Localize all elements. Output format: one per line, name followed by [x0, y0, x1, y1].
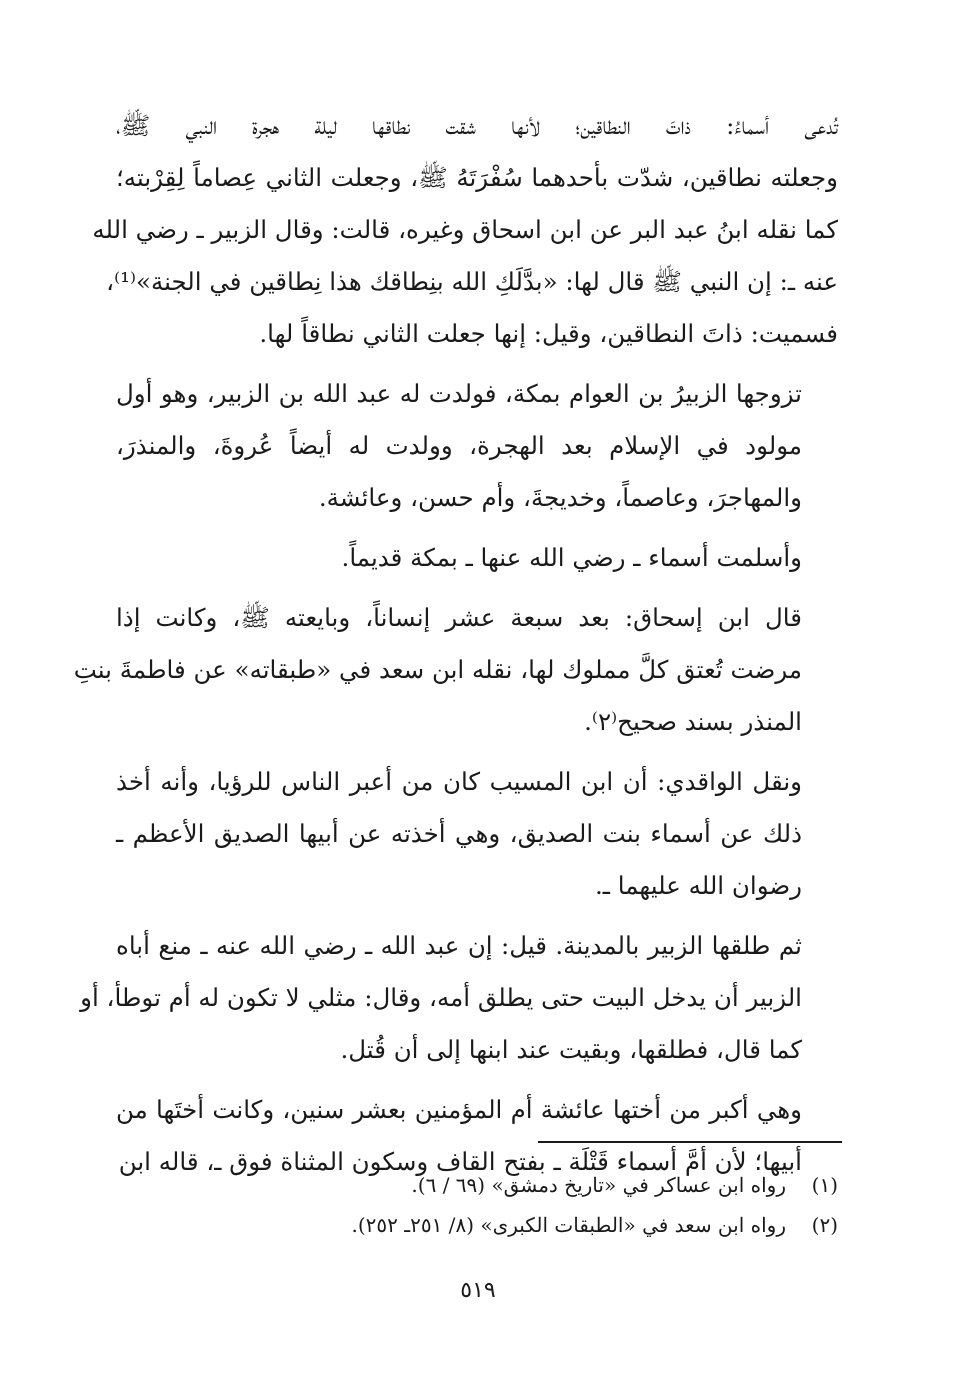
text-line: تُدعى أسماءُ: ذاتَ النطاقين؛ لأنها شقت نطاقها ليلة هجرة النبي ﷺ،: [116, 111, 838, 140]
paragraph: [116, 532, 838, 584]
text-line: تزوجها الزبيرُ بن العوام بمكة، فولدت له عبد الله بن الزبير، وهو أول: [116, 379, 802, 408]
paragraph: [92, 100, 838, 360]
text-line: وجعلته نطاقين، شدّت بأحدهما سُفْرَتَهُ ﷺ، وجعلت الثاني عِصاماً لِقِرْبته؛: [116, 163, 838, 192]
text-line: عنه ـ: إن النبي ﷺ قال لها: «بدَّلَكِ الله بنِطاقك هذا نِطاقين في الجنة»⁽¹⁾،: [106, 267, 838, 296]
text-line: أبيها؛ لأن أمَّ أسماء قَتْلَة ـ بفتح القاف وسكون المثناة فوق ـ، قاله ابن: [118, 1147, 802, 1176]
paragraph: [116, 368, 838, 524]
text-line: ذلك عن أسماء بنت الصديق، وهي أخذته عن أبيها الصديق الأعظم ـ: [116, 819, 802, 848]
footnote-number: (٢): [811, 1213, 838, 1237]
footnote-separator: [538, 1141, 842, 1143]
text-line: وأسلمت أسماء ـ رضي الله عنها ـ بمكة قديماً.: [341, 543, 802, 572]
text-line: وهي أكبر من أختها عائشة أم المؤمنين بعشر سنين، وكانت أختَها من: [116, 1095, 802, 1124]
text-line: قال ابن إسحاق: بعد سبعة عشر إنساناً، وبايعته ﷺ، وكانت إذا: [116, 603, 802, 632]
page-number: ٥١٩: [460, 1278, 496, 1303]
footnotes: [116, 1165, 838, 1245]
text-line: ثم طلقها الزبير بالمدينة. قيل: إن عبد الله ـ رضي الله عنه ـ منع أباه: [116, 931, 802, 960]
text-line: كما قال، فطلقها، وبقيت عند ابنها إلى أن قُتل.: [340, 1035, 802, 1064]
text-line: رضوان الله عليهما ـ.: [595, 871, 802, 900]
text-line: كما نقله ابنُ عبد البر عن ابن اسحاق وغيره، قالت: وقال الزبير ـ رضي الله: [92, 215, 838, 244]
text-line: والمهاجرَ، وعاصماً، وخديجةَ، وأم حسن، وعائشة.: [318, 483, 802, 512]
paragraph: [80, 920, 838, 1076]
footnote: [116, 1165, 838, 1205]
text-line: فسميت: ذاتَ النطاقين، وقيل: إنها جعلت الثاني نطاقاً لها.: [259, 319, 838, 348]
main-text: [73, 100, 838, 1196]
paragraph: [116, 756, 838, 912]
footnote-number: (١): [811, 1173, 838, 1197]
text-line: مولود في الإسلام بعد الهجرة، وولدت له أيضاً عُروةَ، والمنذرَ،: [116, 431, 802, 460]
text-line: الزبير أن يدخل البيت حتى يطلق أمه، وقال: مثلي لا تكون له أم توطأ، أو: [80, 983, 802, 1012]
text-line: مرضت تُعتق كلَّ مملوك لها، نقله ابن سعد في «طبقاته» عن فاطمةَ بنتِ: [73, 655, 802, 684]
paragraph: [73, 592, 838, 748]
footnote-text: رواه ابن عساكر في «تاريخ دمشق» (٦٩ / ٦).: [411, 1173, 786, 1197]
text-line: ونقل الواقدي: أن ابن المسيب كان من أعبر الناس للرؤيا، وأنه أخذ: [116, 767, 802, 796]
footnote: [116, 1205, 838, 1245]
text-line: المنذر بسند صحيح⁽٢⁾.: [584, 707, 802, 736]
footnote-text: رواه ابن سعد في «الطبقات الكبرى» (٨/ ٢٥١ـ ٢٥٢).: [351, 1213, 786, 1237]
